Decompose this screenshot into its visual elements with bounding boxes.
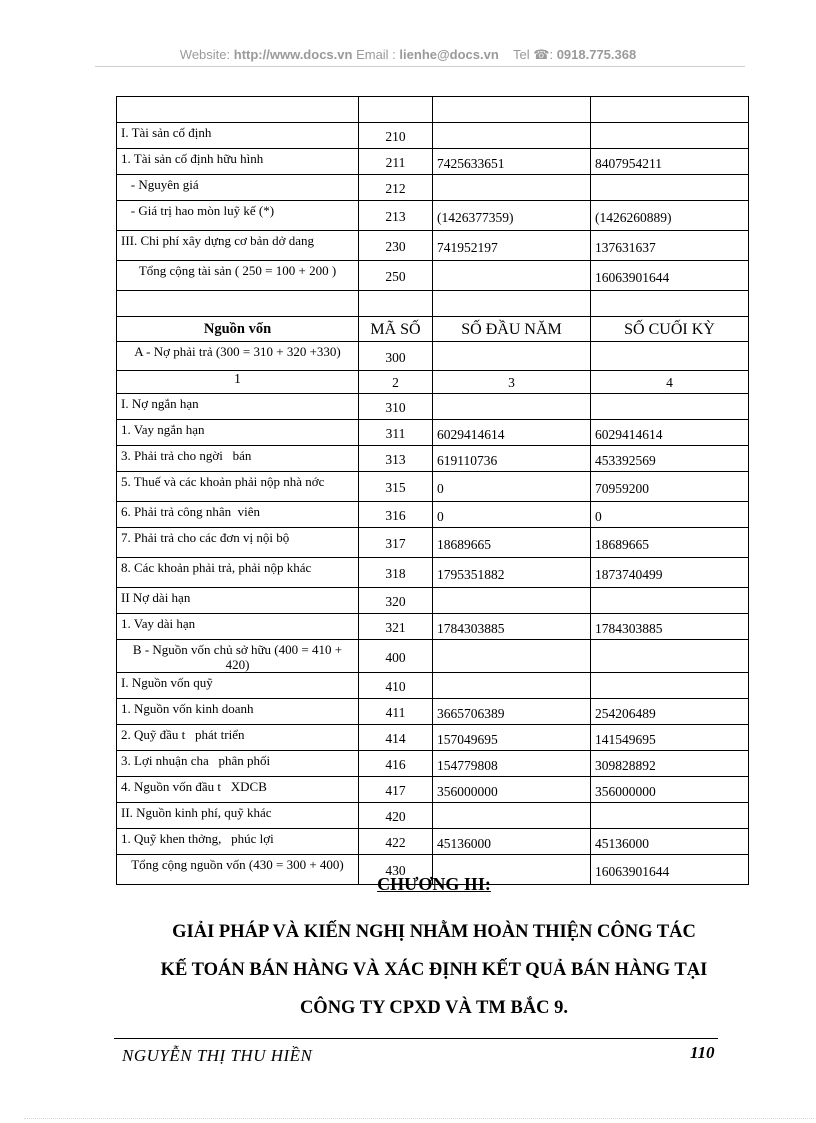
row-start	[433, 97, 591, 123]
row-code: 311	[359, 420, 433, 446]
email-link[interactable]: lienhe@docs.vn	[399, 47, 499, 62]
row-start	[433, 588, 591, 614]
row-end: 70959200	[591, 472, 749, 502]
row-label: I. Tài sản cố định	[117, 123, 359, 149]
table-row	[117, 261, 749, 291]
row-label: Tổng cộng nguồn vốn (430 = 300 + 400)	[117, 855, 359, 885]
row-code: 320	[359, 588, 433, 614]
row-label: III. Chi phí xây dựng cơ bản dở dang	[117, 231, 359, 261]
row-label: 1. Tài sản cố định hữu hình	[117, 149, 359, 175]
row-code: 213	[359, 201, 433, 231]
table-row	[117, 673, 749, 699]
row-code: 416	[359, 751, 433, 777]
header-end-period: SỐ CUỐI KỲ	[591, 317, 749, 342]
row-start	[433, 123, 591, 149]
chapter-title-line-2: KẾ TOÁN BÁN HÀNG VÀ XÁC ĐỊNH KẾT QUẢ BÁN HÀNG TẠI	[160, 960, 708, 980]
row-end	[591, 673, 749, 699]
balance-sheet-table	[116, 96, 749, 885]
row-label: 7. Phải trả cho các đơn vị nội bộ	[117, 528, 359, 558]
row-code: 422	[359, 829, 433, 855]
row-label: I. Nợ ngắn hạn	[117, 394, 359, 420]
table-row	[117, 420, 749, 446]
assets-section	[117, 97, 749, 317]
header-source: Nguồn vốn	[117, 317, 359, 342]
row-code: 212	[359, 175, 433, 201]
table-row	[117, 231, 749, 261]
row-code: 300	[359, 342, 433, 371]
row-code: 315	[359, 472, 433, 502]
page-number: 110	[690, 1043, 715, 1062]
row-start: 356000000	[433, 777, 591, 803]
table-row	[117, 446, 749, 472]
table-row	[117, 699, 749, 725]
row-code: 411	[359, 699, 433, 725]
row-start: 619110736	[433, 446, 591, 472]
row-start: 18689665	[433, 528, 591, 558]
row-start	[433, 803, 591, 829]
table-row	[117, 588, 749, 614]
table-row	[117, 614, 749, 640]
row-code: 430	[359, 855, 433, 885]
row-code: 210	[359, 123, 433, 149]
footer-divider	[114, 1038, 718, 1039]
table-row	[117, 201, 749, 231]
sources-header-section	[117, 317, 749, 394]
row-label: 4. Nguồn vốn đầu t XDCB	[117, 777, 359, 803]
row-start	[433, 394, 591, 420]
table-row	[117, 342, 749, 371]
row-code: 250	[359, 261, 433, 291]
row-end: 309828892	[591, 751, 749, 777]
row-end: 137631637	[591, 231, 749, 261]
row-end: 45136000	[591, 829, 749, 855]
column-number-row	[117, 371, 749, 394]
row-label	[117, 291, 359, 317]
row-start	[433, 261, 591, 291]
row-end: 356000000	[591, 777, 749, 803]
table-row	[117, 640, 749, 673]
row-start: 1795351882	[433, 558, 591, 588]
row-code: 417	[359, 777, 433, 803]
row-end: 141549695	[591, 725, 749, 751]
row-start: 0	[433, 472, 591, 502]
row-code	[359, 97, 433, 123]
table-row	[117, 175, 749, 201]
row-end	[591, 640, 749, 673]
row-end: 16063901644	[591, 855, 749, 885]
header-divider	[95, 66, 745, 67]
table-row	[117, 528, 749, 558]
row-end: 1784303885	[591, 614, 749, 640]
row-start	[433, 291, 591, 317]
page-bottom-divider	[24, 1118, 814, 1119]
row-code: 420	[359, 803, 433, 829]
row-label	[117, 97, 359, 123]
col-number-1: 1	[117, 371, 359, 394]
row-label: 5. Thuế và các khoản phải nộp nhà nớc	[117, 472, 359, 502]
row-end	[591, 123, 749, 149]
row-label: B - Nguồn vốn chủ sở hữu (400 = 410 + 420)	[117, 640, 359, 673]
row-end	[591, 588, 749, 614]
row-end: 453392569	[591, 446, 749, 472]
table-row	[117, 502, 749, 528]
row-label: I. Nguồn vốn quỹ	[117, 673, 359, 699]
row-label: 1. Nguồn vốn kinh doanh	[117, 699, 359, 725]
table-row	[117, 97, 749, 123]
row-end	[591, 175, 749, 201]
row-start: 741952197	[433, 231, 591, 261]
table-row	[117, 725, 749, 751]
row-code: 400	[359, 640, 433, 673]
row-end: 16063901644	[591, 261, 749, 291]
col-number-2: 2	[359, 371, 433, 394]
row-start: 45136000	[433, 829, 591, 855]
row-end	[591, 291, 749, 317]
row-code: 410	[359, 673, 433, 699]
row-end: 8407954211	[591, 149, 749, 175]
row-end	[591, 97, 749, 123]
row-start	[433, 640, 591, 673]
row-label: - Nguyên giá	[117, 175, 359, 201]
row-label: II. Nguồn kinh phí, quỹ khác	[117, 803, 359, 829]
row-start	[433, 175, 591, 201]
row-end	[591, 394, 749, 420]
col-number-4: 4	[591, 371, 749, 394]
page-header	[0, 47, 816, 63]
row-end: 1873740499	[591, 558, 749, 588]
table-row	[117, 803, 749, 829]
row-start: 3665706389	[433, 699, 591, 725]
row-start	[433, 342, 591, 371]
row-code	[359, 291, 433, 317]
row-label: 3. Lợi nhuận cha phân phối	[117, 751, 359, 777]
row-label: 2. Quỹ đầu t phát triển	[117, 725, 359, 751]
row-start: 6029414614	[433, 420, 591, 446]
tel-number: 0918.775.368	[556, 47, 637, 62]
author-name: NGUYỄN THỊ THU HIỀN	[122, 1046, 313, 1065]
chapter-title-line-3: CÔNG TY CPXD VÀ TM BẮC 9.	[299, 998, 569, 1018]
table-row	[117, 558, 749, 588]
table-row	[117, 291, 749, 317]
table-row	[117, 777, 749, 803]
row-start	[433, 673, 591, 699]
row-label: 1. Quỹ khen thởng, phúc lợi	[117, 829, 359, 855]
table-row	[117, 751, 749, 777]
table-row	[117, 829, 749, 855]
row-end	[591, 342, 749, 371]
row-label: 1. Vay dài hạn	[117, 614, 359, 640]
row-code: 317	[359, 528, 433, 558]
row-start: 154779808	[433, 751, 591, 777]
row-label: 3. Phải trả cho ngời bán	[117, 446, 359, 472]
chapter-heading: CHƯƠNG III:	[377, 874, 491, 894]
col-number-3: 3	[433, 371, 591, 394]
chapter-title-line-1: GIẢI PHÁP VÀ KIẾN NGHỊ NHẰM HOÀN THIỆN CÔNG TÁC	[172, 922, 696, 942]
row-code: 321	[359, 614, 433, 640]
row-code: 211	[359, 149, 433, 175]
tel-label: Tel ☎:	[513, 47, 554, 62]
email-label: Email :	[356, 47, 396, 62]
row-label: - Giá trị hao mòn luỹ kế (*)	[117, 201, 359, 231]
row-code: 318	[359, 558, 433, 588]
row-label: 6. Phải trả công nhân viên	[117, 502, 359, 528]
table-row	[117, 472, 749, 502]
row-start: 0	[433, 502, 591, 528]
row-start: (1426377359)	[433, 201, 591, 231]
row-label: II Nợ dài hạn	[117, 588, 359, 614]
row-code: 230	[359, 231, 433, 261]
table-row	[117, 394, 749, 420]
row-code: 316	[359, 502, 433, 528]
row-code: 414	[359, 725, 433, 751]
header-code: MÃ SỐ	[359, 317, 433, 342]
row-end: 6029414614	[591, 420, 749, 446]
liabilities-section	[117, 394, 749, 885]
row-end: (1426260889)	[591, 201, 749, 231]
row-end	[591, 803, 749, 829]
table-row	[117, 123, 749, 149]
row-label: 1. Vay ngắn hạn	[117, 420, 359, 446]
row-start: 157049695	[433, 725, 591, 751]
row-end: 254206489	[591, 699, 749, 725]
row-end: 18689665	[591, 528, 749, 558]
row-code: 310	[359, 394, 433, 420]
header-start-year: SỐ ĐẦU NĂM	[433, 317, 591, 342]
row-end: 0	[591, 502, 749, 528]
row-label: 8. Các khoản phải trả, phải nộp khác	[117, 558, 359, 588]
row-code: 313	[359, 446, 433, 472]
table-row	[117, 149, 749, 175]
row-start: 7425633651	[433, 149, 591, 175]
table-header-row	[117, 317, 749, 342]
row-label: Tổng cộng tài sản ( 250 = 100 + 200 )	[117, 261, 359, 291]
row-label: A - Nợ phải trả (300 = 310 + 320 +330)	[117, 342, 359, 371]
website-link[interactable]: http://www.docs.vn	[233, 47, 353, 62]
website-label: Website:	[179, 47, 231, 62]
row-start: 1784303885	[433, 614, 591, 640]
